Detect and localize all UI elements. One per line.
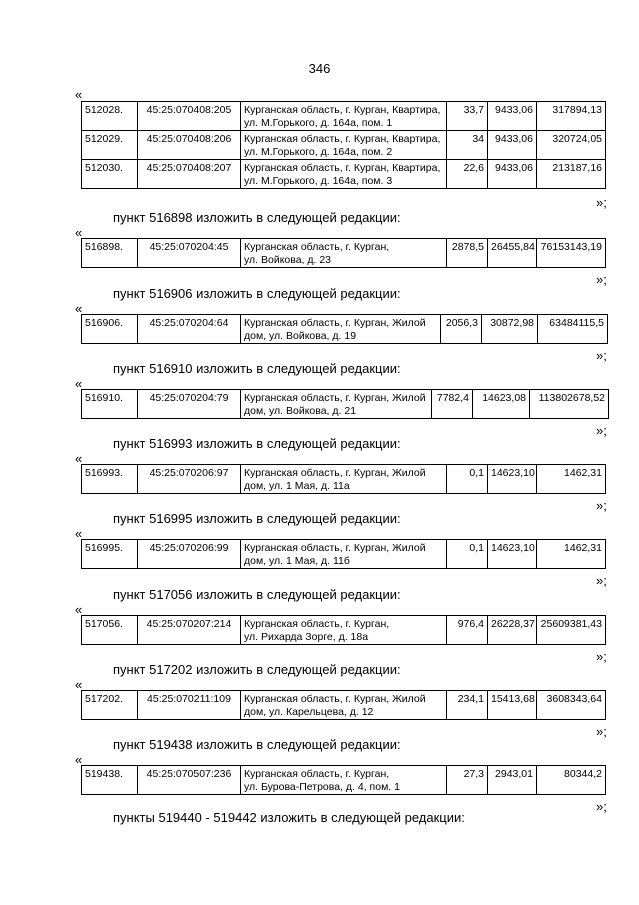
cadastral-number-cell: 45:25:070206:97 — [138, 465, 241, 494]
cadastral-value-cell: 25609381,43 — [537, 616, 606, 645]
close-quote: »; — [596, 423, 607, 438]
address-line-2: дом, ул. Войкова, д. 21 — [244, 404, 357, 417]
registry-table — [81, 765, 606, 795]
address-line-2: дом, ул. 1 Мая, д. 11б — [244, 554, 350, 567]
open-quote: « — [75, 301, 83, 316]
cadastral-number-cell: 45:25:070408:205 — [138, 102, 241, 131]
specific-value-cell: 9433,06 — [488, 102, 537, 131]
table-row — [82, 239, 606, 268]
address-cell — [241, 766, 447, 795]
cadastral-number-cell: 45:25:070408:206 — [138, 131, 241, 160]
row-number-cell: 516906. — [82, 315, 138, 344]
cadastral-number-cell: 45:25:070204:79 — [138, 390, 241, 419]
area-cell: 2056,3 — [441, 315, 482, 344]
specific-value-cell: 9433,06 — [488, 131, 537, 160]
address-cell — [241, 465, 447, 494]
amendment-instruction: пункт 517202 изложить в следующей редакции: — [113, 662, 401, 677]
cadastral-number-cell: 45:25:070211:109 — [138, 691, 241, 720]
address-line-2: ул. М.Горького, д. 164а, пом. 1 — [244, 116, 393, 129]
close-quote: »; — [596, 195, 607, 210]
area-cell: 22,6 — [447, 160, 488, 189]
area-cell: 33,7 — [447, 102, 488, 131]
close-quote: »; — [596, 724, 607, 739]
cadastral-value-cell: 3608343,64 — [537, 691, 606, 720]
specific-value-cell: 26455,84 — [488, 239, 537, 268]
amendment-instruction: пункт 516898 изложить в следующей редакции: — [113, 210, 401, 225]
cadastral-number-cell: 45:25:070408:207 — [138, 160, 241, 189]
address-line-1: Курганская область, г. Курган, Квартира, — [244, 162, 441, 174]
row-number-cell: 517202. — [82, 691, 138, 720]
table-row — [82, 160, 606, 189]
table-row — [82, 465, 606, 494]
specific-value-cell: 14623,10 — [488, 540, 537, 569]
table-row — [82, 131, 606, 160]
address-cell — [241, 131, 447, 160]
address-cell — [241, 160, 447, 189]
open-quote: « — [75, 677, 83, 692]
table-row — [82, 390, 609, 419]
specific-value-cell: 15413,68 — [488, 691, 537, 720]
open-quote: « — [75, 87, 83, 102]
row-number-cell: 517056. — [82, 616, 138, 645]
amendment-instruction: пункт 517056 изложить в следующей редакции: — [113, 587, 401, 602]
cadastral-value-cell: 80344,2 — [537, 766, 606, 795]
area-cell: 234,1 — [447, 691, 488, 720]
row-number-cell: 516995. — [82, 540, 138, 569]
close-quote: »; — [596, 799, 607, 814]
address-line-2: дом, ул. Карельцева, д. 12 — [244, 705, 374, 718]
cadastral-value-cell: 1462,31 — [537, 465, 606, 494]
amendment-instruction: пункт 516906 изложить в следующей редакции: — [113, 286, 401, 301]
address-line-1: Курганская область, г. Курган, Квартира, — [244, 104, 441, 116]
specific-value-cell: 30872,98 — [482, 315, 538, 344]
open-quote: « — [75, 225, 83, 240]
row-number-cell: 512030. — [82, 160, 138, 189]
close-quote: »; — [596, 272, 607, 287]
close-quote: »; — [596, 498, 607, 513]
area-cell: 976,4 — [447, 616, 488, 645]
cadastral-number-cell: 45:25:070204:45 — [138, 239, 241, 268]
address-cell — [241, 691, 447, 720]
address-line-1: Курганская область, г. Курган, Жилой — [244, 467, 426, 479]
address-line-1: Курганская область, г. Курган, — [244, 618, 390, 630]
address-line-1: Курганская область, г. Курган, Жилой — [244, 392, 426, 404]
open-quote: « — [75, 451, 83, 466]
page-number: 346 — [308, 61, 331, 76]
open-quote: « — [75, 376, 83, 391]
address-line-2: ул. Войкова, д. 23 — [244, 253, 332, 266]
open-quote: « — [75, 752, 83, 767]
row-number-cell: 519438. — [82, 766, 138, 795]
specific-value-cell: 26228,37 — [488, 616, 537, 645]
registry-table — [81, 314, 608, 344]
cadastral-value-cell: 63484115,5 — [538, 315, 608, 344]
address-line-2: дом, ул. 1 Мая, д. 11а — [244, 479, 350, 492]
row-number-cell: 512029. — [82, 131, 138, 160]
area-cell: 7782,4 — [432, 390, 473, 419]
table-row — [82, 766, 606, 795]
table-row — [82, 315, 608, 344]
cadastral-number-cell: 45:25:070206:99 — [138, 540, 241, 569]
address-cell — [241, 540, 447, 569]
address-line-1: Курганская область, г. Курган, Жилой — [244, 693, 426, 705]
table-row — [82, 616, 606, 645]
amendment-instruction: пункт 516995 изложить в следующей редакции: — [113, 511, 401, 526]
cadastral-number-cell: 45:25:070207:214 — [138, 616, 241, 645]
registry-table — [81, 238, 606, 268]
address-cell — [241, 239, 447, 268]
final-instruction: пункты 519440 - 519442 изложить в следующей редакции: — [113, 810, 465, 825]
table-row — [82, 102, 606, 131]
amendment-instruction: пункт 516993 изложить в следующей редакции: — [113, 436, 401, 451]
registry-table — [81, 389, 609, 419]
cadastral-value-cell: 213187,16 — [537, 160, 606, 189]
address-line-1: Курганская область, г. Курган, Жилой — [244, 317, 426, 329]
close-quote: »; — [596, 348, 607, 363]
address-cell — [241, 102, 447, 131]
cadastral-number-cell: 45:25:070507:236 — [138, 766, 241, 795]
row-number-cell: 516898. — [82, 239, 138, 268]
address-cell — [241, 390, 432, 419]
specific-value-cell: 2943,01 — [488, 766, 537, 795]
address-line-1: Курганская область, г. Курган, Жилой — [244, 542, 426, 554]
cadastral-value-cell: 113802678,52 — [530, 390, 609, 419]
address-line-2: ул. Рихарда Зорге, д. 18а — [244, 630, 369, 643]
close-quote: »; — [596, 649, 607, 664]
close-quote: »; — [596, 573, 607, 588]
registry-table — [81, 539, 606, 569]
open-quote: « — [75, 602, 83, 617]
cadastral-number-cell: 45:25:070204:64 — [138, 315, 241, 344]
row-number-cell: 512028. — [82, 102, 138, 131]
row-number-cell: 516993. — [82, 465, 138, 494]
area-cell: 27,3 — [447, 766, 488, 795]
registry-table — [81, 615, 606, 645]
address-line-2: ул. Бурова-Петрова, д. 4, пом. 1 — [244, 780, 400, 793]
address-line-2: дом, ул. Войкова, д. 19 — [244, 329, 357, 342]
cadastral-value-cell: 320724,05 — [537, 131, 606, 160]
specific-value-cell: 14623,10 — [488, 465, 537, 494]
registry-table — [81, 690, 606, 720]
address-line-1: Курганская область, г. Курган, — [244, 768, 390, 780]
amendment-instruction: пункт 519438 изложить в следующей редакции: — [113, 737, 401, 752]
cadastral-value-cell: 1462,31 — [537, 540, 606, 569]
area-cell: 0,1 — [447, 540, 488, 569]
area-cell: 2878,5 — [447, 239, 488, 268]
address-line-1: Курганская область, г. Курган, — [244, 241, 390, 253]
address-line-1: Курганская область, г. Курган, Квартира, — [244, 133, 441, 145]
address-line-2: ул. М.Горького, д. 164а, пом. 2 — [244, 145, 393, 158]
address-cell — [241, 616, 447, 645]
table-row — [82, 540, 606, 569]
area-cell: 34 — [447, 131, 488, 160]
registry-table — [81, 101, 606, 189]
specific-value-cell: 9433,06 — [488, 160, 537, 189]
open-quote: « — [75, 526, 83, 541]
row-number-cell: 516910. — [82, 390, 138, 419]
specific-value-cell: 14623,08 — [473, 390, 530, 419]
cadastral-value-cell: 76153143,19 — [537, 239, 606, 268]
table-row — [82, 691, 606, 720]
address-line-2: ул. М.Горького, д. 164а, пом. 3 — [244, 174, 393, 187]
registry-table — [81, 464, 606, 494]
cadastral-value-cell: 317894,13 — [537, 102, 606, 131]
address-cell — [241, 315, 441, 344]
amendment-instruction: пункт 516910 изложить в следующей редакции: — [113, 361, 401, 376]
area-cell: 0,1 — [447, 465, 488, 494]
